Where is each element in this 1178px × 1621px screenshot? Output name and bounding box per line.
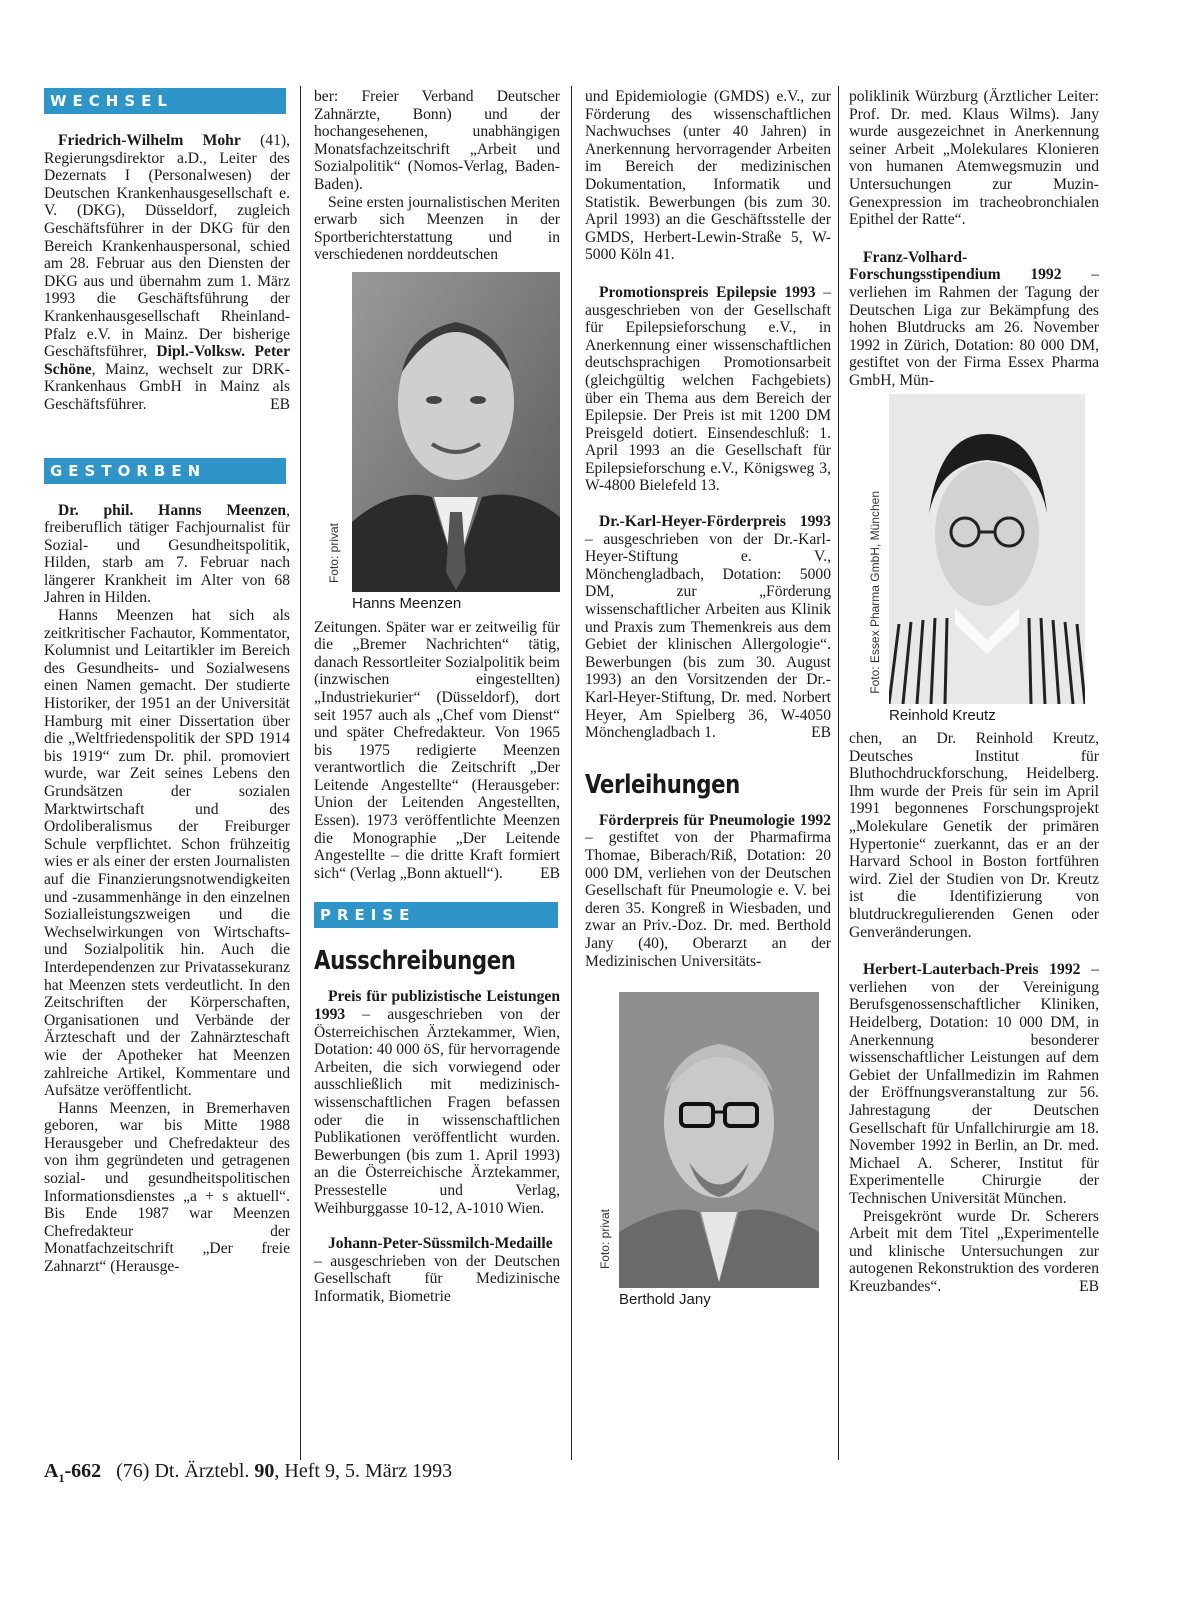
paragraph: Zeitungen. Später war er zeitweilig für die „Bremer Nachrichten“ tätig, danach Ressortleiter Sozialpolitik beim (inzwischen eingestellten) „Industriekurier“ (Düsseldorf), dort seit 1957 auch als „Chef vom Dienst“ und später Chefredakteur. Von 1965 bis 1975 redigierte Meenzen verantwortlich die Zeitschrift „Der Leitende Angestellte“ (Herausgeber: Union der Leitenden Angestellten, Essen). 1973 veröffentlichte Meenzen die Monographie „Der Leitende Angestellte – die dritte Kraft formiert sich“ (Verlag „Bonn aktuell“). EB [314, 618, 560, 882]
paragraph: und Epidemiologie (GMDS) e.V., zur Förderung des wissenschaftlichen Nachwuchses (unter 40 Jahren) in Anerkennung hervorragender Arbeiten im Bereich der medizinischen Dokumentation, Informatik und Statistik. Bewerbungen (bis zum 30. April 1993) an die Geschäftsstelle der GMDS, Herbert-Lewin-Straße 5, W-5000 Köln 41. [585, 88, 831, 264]
portrait-image [889, 394, 1085, 704]
column-2 [314, 88, 560, 1306]
portrait-graphic [352, 272, 560, 592]
page-footer: $A_1-662$ (76) Dt. Ärztebl. 90, Heft 9, 5. März 1993 [44, 1460, 453, 1485]
prize-franz-volhard: Franz-Volhard-Forschungsstipendium 1992 – verliehen im Rahmen der Tagung der Deutschen Liga zur Bekämpfung des hohen Blutdrucks am 26. November 1992 in Zürich, Dotation: 80 000 DM, gestiftet von der Firma Essex Pharma GmbH, Mün- [849, 248, 1099, 389]
column-rule-2 [571, 86, 572, 1460]
column-1 [44, 88, 290, 1276]
photo-credit: Foto: privat [327, 522, 341, 583]
prize-karl-heyer: Dr.-Karl-Heyer-Förderpreis 1993 – ausgeschrieben von der Dr.-Karl-Heyer-Stiftung e. V., Mönchengladbach, Dotation: 5000 DM, zur „Förderung wissenschaftlicher Arbeiten aus Klinik und Praxis zum Themenkreis aus dem Gebiet der klinischen Allergologie“. Bewerbungen (bis zum 30. August 1993) an den Vorsitzenden der Dr.-Karl-Heyer-Stiftung, Dr. med. Norbert Heyer, Am Spielberg 36, W-4050 Mönchengladbach 1. EB [585, 513, 831, 742]
paragraph: Preisgekrönt wurde Dr. Scherers Arbeit mit dem Titel „Experimentelle und klinische Untersuchungen zur autogenen Rekonstruktion des vorderen Kreuzbandes“. EB [849, 1207, 1099, 1295]
section-banner-gestorben: GESTORBEN [44, 458, 286, 484]
prize-epilepsie: Promotionspreis Epilepsie 1993 – ausgeschrieben von der Gesellschaft für Epilepsieforschung e.V., in Anerkennung einer wissenschaftlichen deutschsprachigen Promotionsarbeit (gleichgültig welchen Fachgebiets) über ein Thema aus dem Bereich der Epilepsie. Der Preis ist mit 1200 DM Preisgeld dotiert. Einsendeschluß: 1. April 1993 an die Gesellschaft für Epilepsieforschung e.V., Königsweg 3, W-4800 Bielefeld 13. [585, 283, 831, 495]
photo-credit: Foto: privat [598, 1208, 612, 1269]
paragraph: chen, an Dr. Reinhold Kreutz, Deutsches Institut für Bluthochdruckforschung, Heidelberg. Ihm wurde der Preis für sein im April 1991 begonnenes Forschungsprojekt „Molekulare Genetik der primären Hypertonie“ zuerkannt, das er an der Harvard School in Boston fortführen wird. Ziel der Studien von Dr. Kreutz ist die Identifizierung von blutdruckregulierenden Genen oder Genveränderungen. [849, 730, 1099, 941]
portrait-graphic [619, 992, 819, 1288]
signature: EB [1079, 1277, 1099, 1295]
prize-publizistik: Preis für publizistische Leistungen 1993 – ausgeschrieben von der Österreichischen Ärztekammer, Wien, Dotation: 40 000 öS, für hervorragende Arbeiten, die sich vorwiegend oder ausschließlich mit medizinisch-wissenschaftlichen Fragen befassen oder die in wissenschaftlichen Publikationen veröffentlicht wurden. Bewerbungen (bis zum 1. April 1993) an die Österreichische Ärztekammer, Pressestelle und Verlag, Weihburggasse 10-12, A-1010 Wien. [314, 988, 560, 1217]
photo-meenzen [327, 272, 560, 613]
portrait-image [619, 992, 819, 1288]
section-banner-wechsel: WECHSEL [44, 88, 286, 114]
paragraph: poliklinik Würzburg (Ärztlicher Leiter: Prof. Dr. med. Klaus Wilms). Jany wurde ausgezeichnet in Anerkennung seiner Arbeit „Molekulares Klonieren von humanen Atemwegsmuzin und Untersuchungen zur Muzin-Genexpression im tracheobronchialen Epithel der Ratte“. [849, 88, 1099, 229]
photo-jany [598, 992, 819, 1309]
column-4 [849, 88, 1099, 1296]
paragraph: Hanns Meenzen, in Bremerhaven geboren, war bis Mitte 1988 Herausgeber und Chefredakteur des von ihm gegründeten und getragenen sozial- und gesundheitspolitischen Informationsdienstes „a + s aktuell“. Bis Ende 1987 war Meenzen Chefredakteur der Monatfachzeitschrift „Der freie Zahnarzt“ (Herausge- [44, 1099, 290, 1276]
column-rule-3 [838, 86, 839, 1460]
column-3 [585, 88, 831, 1315]
prize-suessmilch: Johann-Peter-Süssmilch-Medaille – ausgeschrieben von der Deutschen Gesellschaft für Medizinische Informatik, Biometrie [314, 1235, 560, 1305]
photo-caption: Reinhold Kreutz [889, 706, 996, 724]
article-mohr: Friedrich-Wilhelm Mohr (41), Regierungsdirektor a.D., Leiter des Dezernats I (Personalwesen) der Deutschen Krankenhausgesellschaft e. V. (DKG), Düsseldorf, zugleich Geschäftsführer in der DKG für den Bereich Krankenhauspersonal, schied am 28. Februar aus den Diensten der DKG aus und übernahm zum 1. März 1993 die Geschäftsführung der Krankenhausgesellschaft Rheinland-Pfalz e.V. in Mainz. Der bisherige Geschäftsführer, Dipl.-Volksw. Peter Schöne, Mainz, wechselt zur DRK-Krankenhaus GmbH in Mainz als Geschäftsführer. EB [44, 132, 290, 413]
photo-credit: Foto: Essex Pharma GmbH, München [868, 491, 882, 695]
signature: EB [270, 395, 290, 413]
signature: EB [540, 864, 560, 882]
photo-kreutz [868, 394, 1085, 725]
portrait-image [352, 272, 560, 592]
paragraph: ber: Freier Verband Deutscher Zahnärzte, Bonn) und der hochangesehenen, unabhängigen Monatsfachzeitschrift „Arbeit und Sozialpolitik“ (Nomos-Verlag, Baden-Baden). [314, 88, 560, 193]
prize-pneumologie: Förderpreis für Pneumologie 1992 – gestiftet von der Pharmafirma Thomae, Biberach/Riß, Dotation: 20 000 DM, verliehen von der Deutschen Gesellschaft für Pneumologie e. V. bei deren 35. Kongreß in Wiesbaden, und zwar an Priv.-Doz. Dr. med. Berthold Jany (40), Oberarzt an der Medizinischen Universitäts- [585, 811, 831, 970]
section-banner-preise: PREISE [314, 902, 558, 928]
portrait-graphic [889, 394, 1085, 704]
heading-ausschreibungen: Ausschreibungen [314, 946, 516, 977]
paragraph: Seine ersten journalistischen Meriten erwarb sich Meenzen in der Sportberichterstattung und in verschiedenen norddeutschen [314, 193, 560, 264]
photo-caption: Hanns Meenzen [352, 594, 462, 612]
signature: EB [811, 724, 831, 742]
column-rule-1 [300, 86, 301, 1460]
obituary-meenzen: Dr. phil. Hanns Meenzen, freiberuflich tätiger Fachjournalist für Sozial- und Gesundheitspolitik, Hilden, starb am 7. Februar nach längerer Krankheit im Alter von 68 Jahren in Hilden. [44, 501, 290, 607]
paragraph: Hanns Meenzen hat sich als zeitkritischer Fachautor, Kommentator, Kolumnist und Leitartikler im Bereich des Gesundheits- und Sozialwesens einen Namen gemacht. Der studierte Historiker, der 1951 an der Universität Hamburg mit einer Dissertation über die „Weltfriedenspolitik der SPD 1914 bis 1919“ zum Dr. phil. promoviert wurde, war Zeit seines Lebens den Grundsätzen der sozialen Marktwirtschaft und des Ordoliberalismus der Freiburger Schule verpflichtet. Schon frühzeitig wies er als einer der ersten Journalisten auf die Finanzierungsnotwendigkeiten und -zusammenhänge in den einzelnen Sozialleistungszweigen und die Wechselwirkungen von Wirtschafts- und Sozialpolitik hin. Auch die Interdependenzen zur Privatassekuranz hat Meenzen stets verdeutlicht. In den Zeitschriften der Körperschaften, Organisationen und Verbände der Ärzteschaft und der Zahnärzteschaft wie der Apotheker hat Meenzen zahlreiche Artikel, Kommentare und Aufsätze veröffentlicht. [44, 607, 290, 1100]
photo-caption: Berthold Jany [619, 1291, 711, 1309]
prize-herbert-lauterbach: Herbert-Lauterbach-Preis 1992 – verliehen von der Vereinigung Berufsgenossenschaftlicher Kliniken, Heidelberg, Dotation: 10 000 DM, in Anerkennung besonderer wissenschaftlicher Leistungen auf dem Gebiet der Unfallmedizin im Rahmen der Eröffnungsveranstaltung zur 56. Jahrestagung der Deutschen Gesellschaft für Unfallchirurgie am 18. November 1992 in Berlin, an Dr. med. Michael A. Scherer, Institut für Experimentelle Chirurgie der Technischen Universität München. [849, 961, 1099, 1207]
heading-verleihungen: Verleihungen [585, 769, 740, 800]
